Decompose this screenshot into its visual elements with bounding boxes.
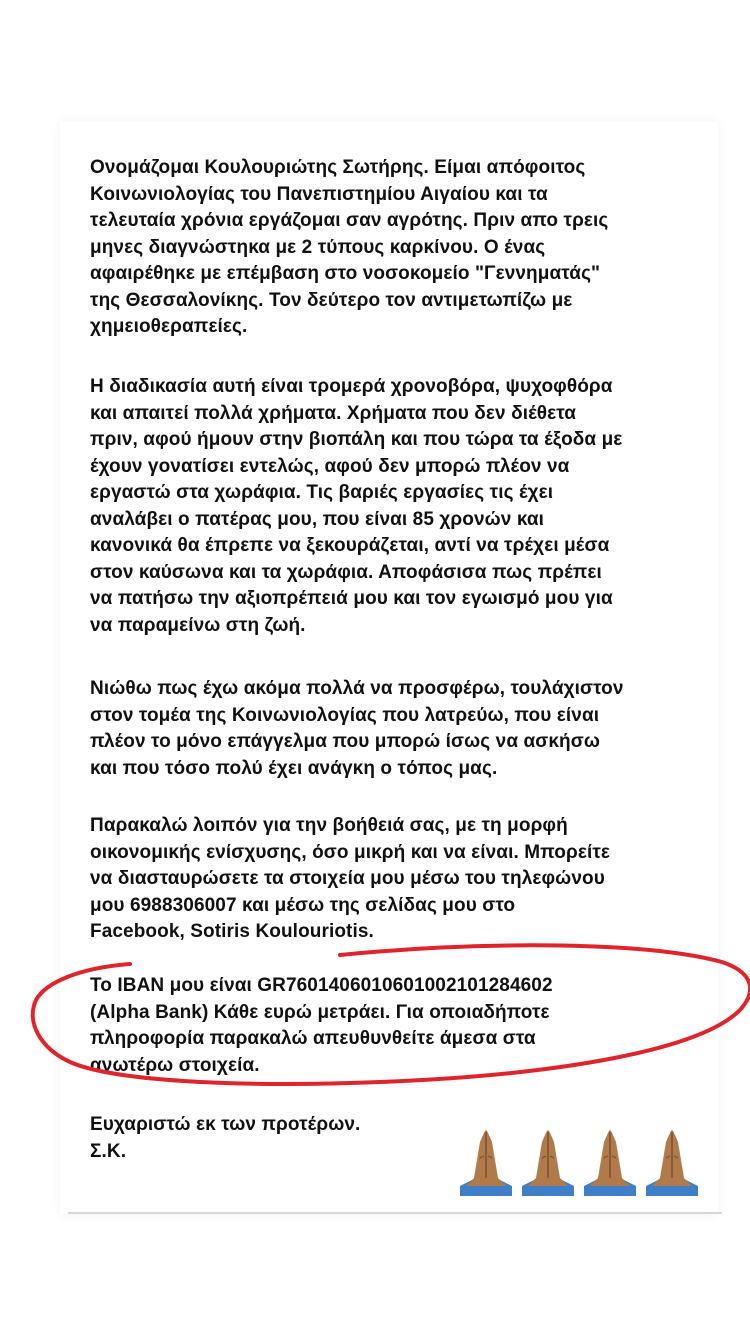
folded-hands-row: [458, 1128, 708, 1198]
folded-hands-icon: [582, 1128, 638, 1196]
paragraph-iban: Το IBAN μου είναι GR7601406010601002101284602 (Alpha Bank) Κάθε ευρώ μετράει. Για οποιαδήποτε πληροφορία παρακαλώ απευθυνθείτε άμεσα στα ανωτέρω στοιχεία.: [90, 975, 553, 1076]
folded-hands-icon: [520, 1128, 576, 1196]
paragraph-signoff: Ευχαριστώ εκ των προτέρων. Σ.Κ.: [90, 1114, 361, 1162]
paragraph-intro: Ονομάζομαι Κουλουριώτης Σωτήρης. Είμαι απόφοιτος Κοινωνιολογίας του Πανεπιστημίου Αιγαίου και τα τελευταία χρόνια εργάζομαι σαν αγρότης. Πριν απο τρεις μηνες διαγνώστηκα με 2 τύπους καρκίνου. Ο ένας αφαιρέθηκε με επέμβαση στο νοσοκομείο "Γεννηματάς" της Θεσσαλονίκης. Τον δεύτερο τον αντιμετωπίζω με χημειοθεραπείες.: [90, 157, 609, 337]
folded-hands-icon: [644, 1128, 700, 1196]
folded-hands-icon: [458, 1128, 514, 1196]
divider-line: [68, 1212, 722, 1214]
paragraph-offer: Νιώθω πως έχω ακόμα πολλά να προσφέρω, τουλάχιστον στον τομέα της Κοινωνιολογίας που λατρεύω, που είναι πλέον το μόνο επάγγελμα που μπορώ ίσως να ασκήσω και που τόσο πολύ έχει ανάγκη ο τόπος μας.: [90, 678, 624, 779]
paragraph-treatment: Η διαδικασία αυτή είναι τρομερά χρονοβόρα, ψυχοφθόρα και απαιτεί πολλά χρήματα. Χρήματα που δεν διέθετα πριν, αφού ήμουν στην βιοπάλη και που τώρα τα έξοδα με έχουν γονατίσει εντελώς, αφού δεν μπορώ πλέον να εργαστώ στα χωράφια. Τις βαριές εργασίες τις έχει αναλάβει ο πατέρας μου, που είναι 85 χρονών και κανονικά θα έπρεπε να ξεκουράζεται, αντί να τρέχει μέσα στον καύσωνα και τα χωράφια. Αποφάσισα πως πρέπει να πατήσω την αξιοπρέπειά μου και τον εγωισμό μου για να παραμείνω στη ζωή.: [90, 376, 623, 636]
paragraph-request: Παρακαλώ λοιπόν για την βοήθειά σας, με τη μορφή οικονομικής ενίσχυσης, όσο μικρή και να είναι. Μπορείτε να διασταυρώσετε τα στοιχεία μου μέσω του τηλεφώνου μου 6988306007 και μέσω της σελίδας μου στο Facebook, Sotiris Koulouriotis.: [90, 815, 611, 942]
